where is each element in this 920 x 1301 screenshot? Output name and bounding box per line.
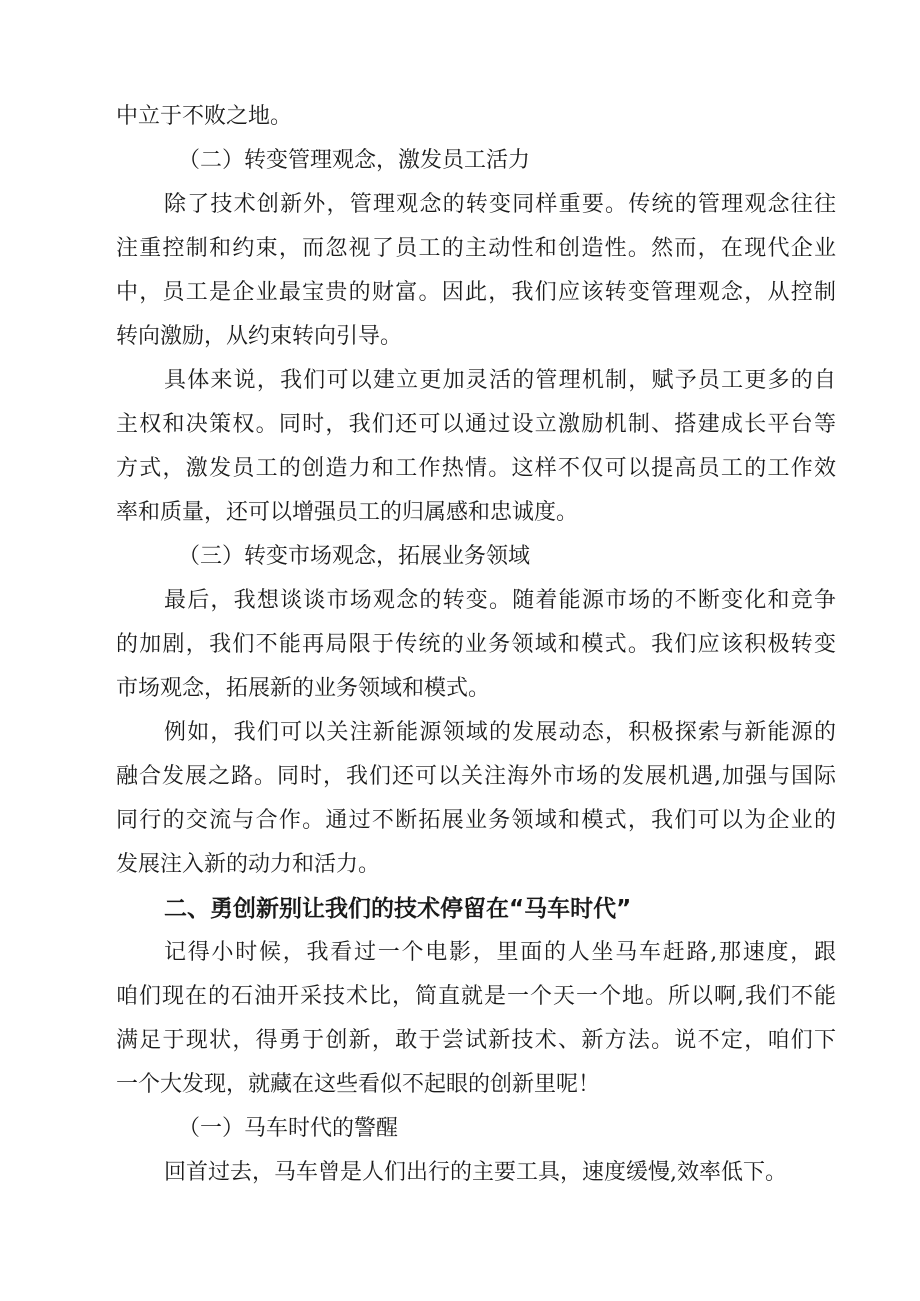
paragraph-line: 一个大发现，就藏在这些看似不起眼的创新里呢！ [116, 1072, 601, 1097]
paragraph-line: 具体来说，我们可以建立更加灵活的管理机制，赋予员工更多的自 [164, 368, 836, 393]
subsection-heading: （一）马车时代的警醒 [178, 1116, 399, 1141]
paragraph-line: 中，员工是企业最宝贵的财富。因此，我们应该转变管理观念，从控制 [116, 280, 836, 305]
paragraph-line: 中立于不败之地。 [116, 104, 293, 129]
paragraph-line: 融合发展之路。同时，我们还可以关注海外市场的发展机遇,加强与国际 [116, 764, 836, 789]
subsection-heading: （三）转变市场观念，拓展业务领域 [178, 544, 531, 569]
paragraph-line: 回首过去，马车曾是人们出行的主要工具，速度缓慢,效率低下。 [164, 1160, 787, 1185]
paragraph-line: 注重控制和约束，而忽视了员工的主动性和创造性。然而，在现代企业 [116, 236, 836, 261]
subsection-heading: （二）转变管理观念，激发员工活力 [178, 148, 531, 173]
paragraph-line: 最后，我想谈谈市场观念的转变。随着能源市场的不断变化和竞争 [164, 588, 836, 613]
paragraph-line: 满足于现状，得勇于创新，敢于尝试新技术、新方法。说不定，咱们下 [116, 1028, 836, 1053]
paragraph-line: 的加剧，我们不能再局限于传统的业务领域和模式。我们应该积极转变 [116, 632, 836, 657]
paragraph-line: 除了技术创新外，管理观念的转变同样重要。传统的管理观念往往 [164, 192, 836, 217]
paragraph-line: 记得小时候，我看过一个电影，里面的人坐马车赶路,那速度，跟 [164, 940, 836, 965]
paragraph-line: 转向激励，从约束转向引导。 [116, 324, 403, 349]
paragraph-line: 例如，我们可以关注新能源领域的发展动态，积极探索与新能源的 [164, 720, 836, 745]
paragraph-line: 率和质量，还可以增强员工的归属感和忠诚度。 [116, 500, 579, 525]
paragraph-line: 发展注入新的动力和活力。 [116, 852, 381, 877]
section-heading: 二、勇创新别让我们的技术停留在“马车时代” [164, 896, 632, 922]
paragraph-line: 主权和决策权。同时，我们还可以通过设立激励机制、搭建成长平台等 [116, 412, 836, 437]
paragraph-line: 同行的交流与合作。通过不断拓展业务领域和模式，我们可以为企业的 [116, 808, 836, 833]
paragraph-line: 咱们现在的石油开采技术比，简直就是一个天一个地。所以啊,我们不能 [116, 984, 836, 1009]
paragraph-line: 市场观念，拓展新的业务领域和模式。 [116, 676, 491, 701]
paragraph-line: 方式，激发员工的创造力和工作热情。这样不仅可以提高员工的工作效 [116, 456, 836, 481]
